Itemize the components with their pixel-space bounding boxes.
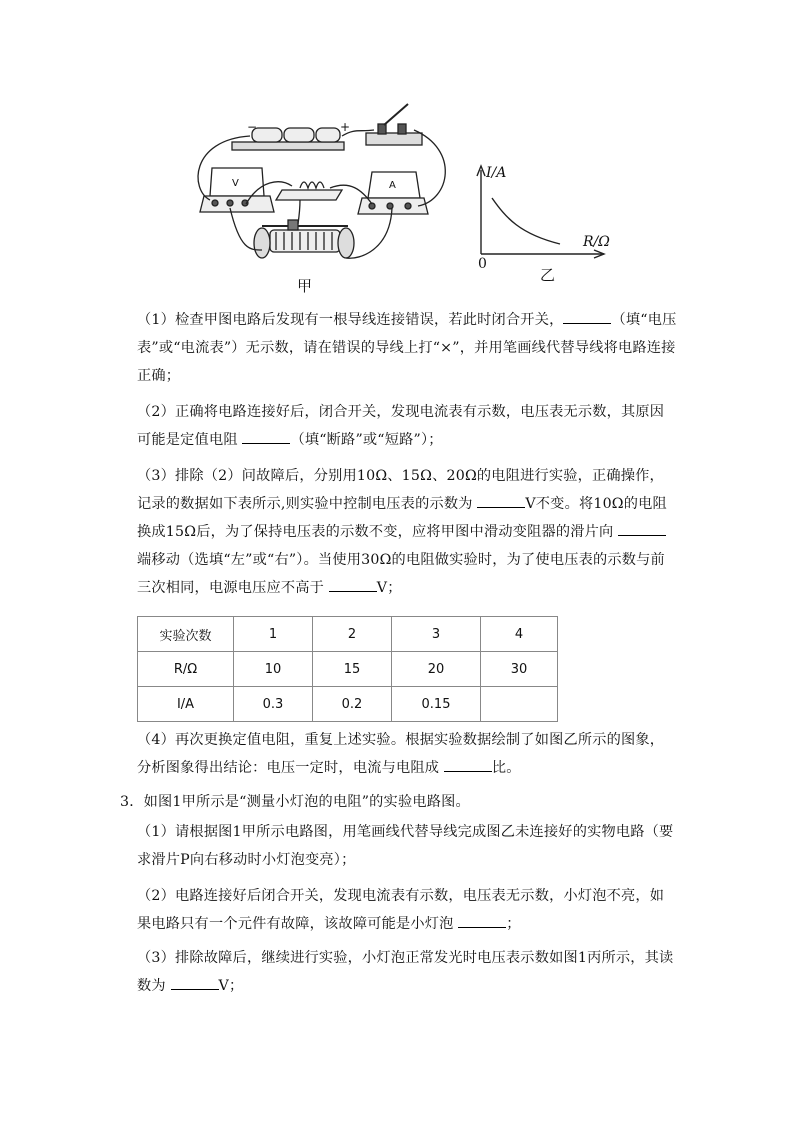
question-3-part-1 [137, 818, 677, 874]
table-cell: 0.2 [313, 687, 392, 722]
answer-blank[interactable] [563, 309, 611, 324]
switch-post [398, 124, 406, 134]
table-cell: 10 [234, 652, 313, 687]
question-text: （3）排除（2）问故障后，分别用10Ω、15Ω、20Ω的电阻进行实验，正确操作，记录的数据如下表所示,则实验中控制电压表的示数为 [137, 468, 664, 512]
question-part-2 [137, 398, 677, 454]
table-cell: R/Ω [138, 652, 234, 687]
question-text: （填“断路”或“短路”）； [290, 432, 443, 448]
answer-blank[interactable] [242, 429, 290, 444]
table-cell: 20 [392, 652, 481, 687]
graph-origin: 0 [478, 256, 487, 272]
table-cell: I/A [138, 687, 234, 722]
battery-cell [316, 128, 340, 142]
rheostat-coil [270, 230, 340, 252]
table-cell: 实验次数 [138, 617, 234, 652]
table-cell: 30 [481, 652, 558, 687]
switch-base [366, 133, 422, 145]
table-row [138, 652, 558, 687]
table-cell: 15 [313, 652, 392, 687]
battery-minus-label: − [247, 120, 258, 134]
table-cell: 2 [313, 617, 392, 652]
switch-lever [384, 104, 408, 125]
circuit-diagram [0, 0, 794, 300]
question-part-1 [137, 306, 677, 390]
wire [298, 200, 300, 224]
resistor-board [276, 190, 342, 200]
question-text: （1）请根据图1甲所示电路图，用笔画线代替导线完成图乙未连接好的实物电路（要求滑片P向右移动时小灯泡变亮）； [137, 824, 674, 868]
figure-label-yi: 乙 [540, 266, 556, 284]
question-text: V不变。将10Ω的电阻换成15Ω后，为了保持电压表的示数不变，应将甲图中滑动变阻器的滑片向 [137, 496, 667, 540]
rheostat-slider [288, 220, 298, 230]
question-text: （1）检查甲图电路后发现有一根导线连接错误，若此时闭合开关， [137, 312, 564, 328]
rheostat-end [254, 228, 270, 258]
battery-plus-label: + [340, 120, 351, 134]
question-text: V； [218, 978, 244, 994]
table-cell: 0.3 [234, 687, 313, 722]
table-row [138, 617, 558, 652]
battery-board [232, 142, 344, 150]
question-text: （3）排除故障后，继续进行实验，小灯泡正常发光时电压表示数如图1丙所示，其读数为 [137, 950, 674, 994]
question-part-4 [137, 726, 677, 782]
table-cell[interactable] [481, 687, 558, 722]
table-cell: 3 [392, 617, 481, 652]
graph-y-label: I/A [486, 165, 507, 181]
question-text: （填“电压表”或“电流表”）无示数，请在错误的导线上打“×”，并用笔画线代替导线将电路连接正确； [137, 312, 677, 384]
question-3-title: 3．如图1甲所示是“测量小灯泡的电阻”的实验电路图。 [120, 794, 470, 810]
answer-blank[interactable] [329, 577, 377, 592]
data-table [137, 616, 558, 722]
figure-label-jia: 甲 [297, 277, 313, 295]
question-text: 比。 [491, 760, 521, 776]
question-text: 端移动（选填“左”或“右”）。当使用30Ω的电阻做实验时，为了使电压表的示数与前三次相同，电源电压应不高于 [137, 552, 665, 596]
table-row [138, 687, 558, 722]
graph-x-label: R/Ω [583, 234, 610, 250]
battery-cell [284, 128, 314, 142]
question-text: （4）再次更换定值电阻，重复上述实验。根据实验数据绘制了如图乙所示的图象，分析图象得出结论：电压一定时，电流与电阻成 [137, 732, 665, 776]
question-text: （2）电路连接好后闭合开关，发现电流表有示数，电压表无示数，小灯泡不亮，如果电路只有一个元件有故障，该故障可能是小灯泡 [137, 888, 665, 932]
table-cell: 0.15 [392, 687, 481, 722]
question-3-part-2 [137, 882, 677, 938]
answer-blank[interactable] [458, 913, 506, 928]
voltmeter-letter: V [232, 178, 239, 189]
answer-blank[interactable] [444, 757, 492, 772]
question-part-3 [137, 462, 677, 602]
question-text: （2）正确将电路连接好后，闭合开关，发现电流表有示数，电压表无示数，其原因可能是定值电阻 [137, 404, 665, 448]
voltmeter-base [200, 196, 274, 212]
answer-blank[interactable] [477, 493, 525, 508]
table-cell: 4 [481, 617, 558, 652]
resistor-coil [300, 182, 324, 188]
table-cell: 1 [234, 617, 313, 652]
ammeter-letter: A [389, 180, 396, 191]
question-text: ； [506, 916, 521, 932]
question-3-part-3 [137, 944, 677, 1000]
answer-blank[interactable] [171, 975, 219, 990]
graph-curve [492, 198, 560, 244]
question-text: V； [376, 580, 402, 596]
answer-blank[interactable] [618, 521, 666, 536]
figures-area [0, 0, 794, 300]
rheostat-end [338, 228, 354, 258]
